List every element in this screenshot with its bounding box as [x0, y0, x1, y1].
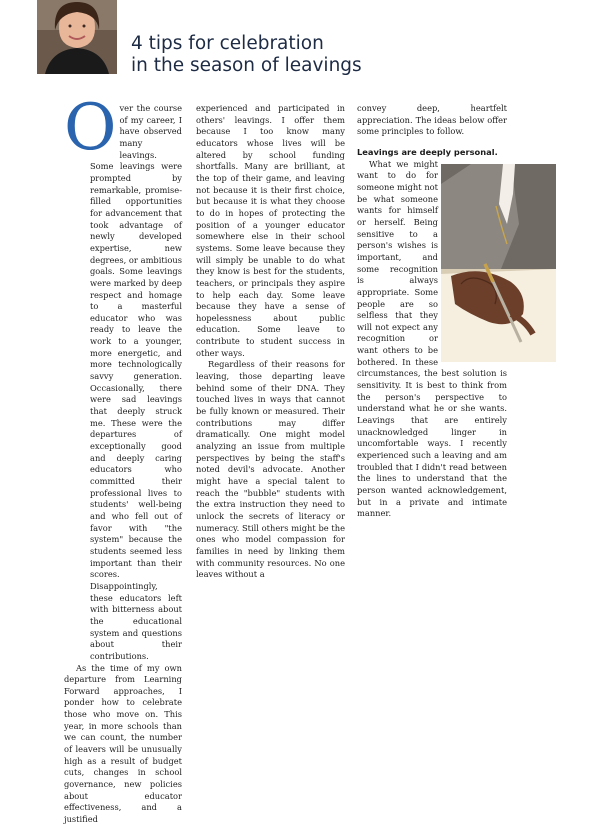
column-2	[196, 103, 345, 581]
paragraph-text: ver the course of my career, I have observed many leavings. Some leavings were prompted by remarkable, promise-filled opportunities for advancement that took advantage of newly developed expertise, new degrees, or ambitious goals. Some leavings were marked by deep respect and homage to a masterful educator who was ready to leave the work to a younger, more energetic, and more technologically savvy generation. Occasionally, there were sad leavings that deeply struck me. These were the departures of exceptionally good and deeply caring educators who committed their professional lives to students' well-being and who fell out of favor with "the system" because the students seemed less important than their scores. Disappointingly, these educators left with bitterness about the educational system and questions about their contributions.	[90, 103, 182, 661]
body-paragraph: As the time of my own departure from Learning Forward approaches, I ponder how to celebrate those who move on. This year, in more schools than we can count, the number of leavers will be unusually high as a result of budget cuts, changes in school governance, new policies about educator effectiveness, and a justified	[64, 662, 182, 825]
author-photo	[37, 0, 117, 74]
title-line-1: 4 tips for celebration	[131, 33, 324, 54]
body-paragraph: Regardless of their reasons for leaving, those departing leave behind some of their DNA. They touched lives in ways that cannot be fully known or measured. Their contributions may differ dramatically. One might model analyzing an issue from multiple perspectives by being the staff's noted devil's advocate. Another might have a special talent to reach the "bubble" students with the extra instruction they need to unlock the secrets of literacy or numeracy. Still others might be the ones who model compassion for families in need by linking them with community resources. No one leaves without a	[196, 359, 345, 580]
body-paragraph: convey deep, heartfelt appreciation. The ideas below offer some principles to follow.	[357, 103, 507, 137]
writing-hand-photo	[441, 164, 556, 362]
section-subhead: Leavings are deeply personal.	[357, 146, 498, 157]
opening-paragraph	[64, 91, 182, 663]
body-paragraph: What we might want to do for someone might not be what someone wants for himself or herself. Being sensitive to a person's wishes is important, and some recognition is always appropriate. Some people are so selfless that they will not expect any recognition or want others to be bothered. In these circumstances, the best solution is sensitivity. It is best to think from the person's perspective to understand what he or she wants. Leavings that are entirely unacknowledged linger in uncomfortable ways. I recently experienced such a leaving and am troubled that I didn't read between the lines to understand that the person wanted acknowledgement, but in a private and intimate manner.	[357, 158, 507, 519]
drop-cap: O	[64, 91, 117, 165]
title-line-2: in the season of leavings	[131, 55, 362, 76]
article-title	[131, 33, 362, 77]
column-3	[357, 103, 507, 520]
column-1	[64, 91, 182, 826]
body-paragraph: experienced and participated in others' leavings. I offer them because I too know many educators whose lives will be altered by school funding shortfalls. Many are brilliant, at the top of their game, and leaving not because it is their first choice, but because it is what they choose to do in hopes of protecting the position of a younger educator somewhere else in their school systems. Some leave because they will simply be unable to do what they know is best for the students, teachers, or principals they aspire to help each day. Some leave because they have a sense of hopelessness about public education. Some leave to contribute to student success in other ways.	[196, 103, 345, 358]
